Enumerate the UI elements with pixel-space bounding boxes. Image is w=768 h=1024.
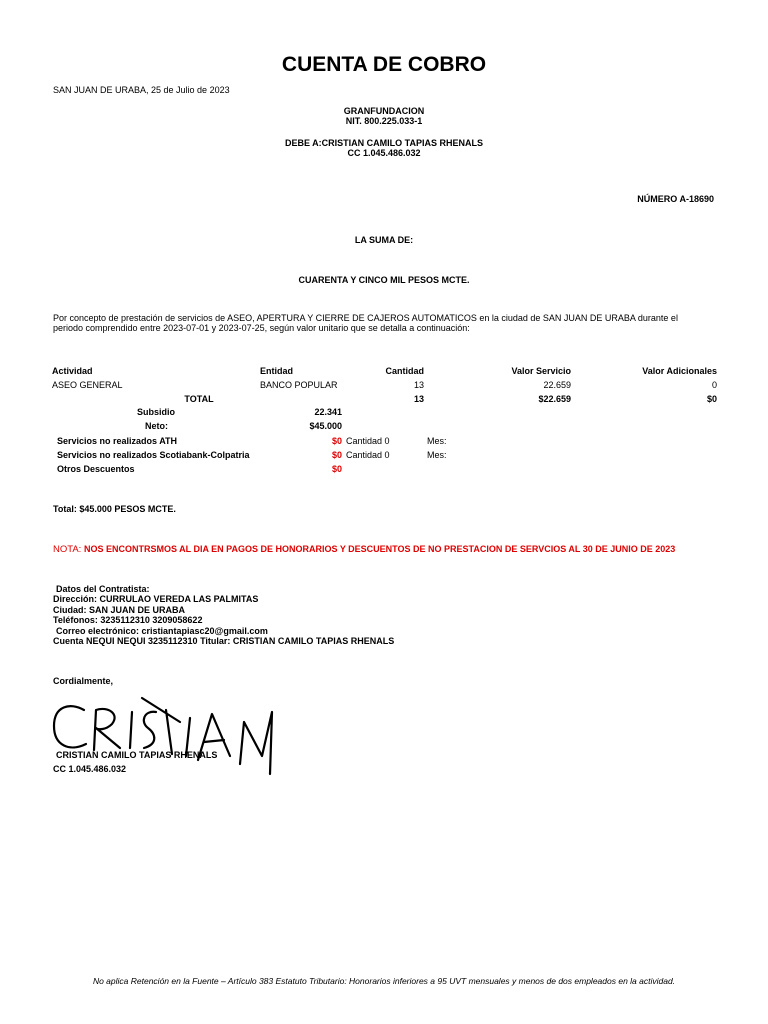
table-row [52, 378, 717, 392]
contratista-correo: Correo electrónico: cristiantapiasc20@gmail.com [56, 626, 268, 636]
subsidio-label: Subsidio [137, 407, 175, 417]
contratista-direccion: Dirección: CURRULAO VEREDA LAS PALMITAS [53, 594, 259, 604]
cell-cantidad: 13 [413, 380, 424, 390]
scotia-mes: Mes: [427, 450, 447, 460]
header-cantidad: Cantidad [385, 366, 424, 376]
scotia-cantidad: Cantidad 0 [346, 450, 390, 460]
total-cantidad: 13 [413, 394, 424, 404]
total-label: TOTAL [184, 394, 214, 404]
concept-line-2: periodo comprendido entre 2023-07-01 y 2023-07-25, según valor unitario que se detalla a continuación: [53, 323, 470, 333]
ath-cantidad: Cantidad 0 [346, 436, 390, 446]
header-entidad: Entidad [260, 366, 293, 376]
org-nit: NIT. 800.225.033-1 [345, 116, 423, 126]
suma-text: CUARENTA Y CINCO MIL PESOS MCTE. [298, 275, 470, 285]
nota-label: NOTA: [53, 544, 82, 555]
header-valor-servicio: Valor Servicio [511, 366, 571, 376]
signer-cc: CC 1.045.486.032 [53, 764, 127, 774]
contratista-heading: Datos del Contratista: [56, 584, 150, 594]
cell-entidad: BANCO POPULAR [260, 380, 338, 390]
neto-value: $45.000 [309, 421, 342, 431]
contratista-telefonos: Teléfonos: 3235112310 3209058622 [53, 615, 203, 625]
suma-label: LA SUMA DE: [354, 235, 414, 245]
cell-actividad: ASEO GENERAL [52, 380, 123, 390]
subsidio-value: 22.341 [314, 407, 342, 417]
org-name: GRANFUNDACION [343, 106, 425, 116]
neto-label: Neto: [145, 421, 168, 431]
cordialmente: Cordialmente, [53, 676, 114, 686]
otros-value: $0 [331, 464, 342, 474]
legal-footer: No aplica Retención en la Fuente – Artículo 383 Estatuto Tributario: Honorarios inferiores a 95 UVT mensuales y menos de dos empleados en la actividad. [92, 976, 676, 986]
scotia-value: $0 [331, 450, 342, 460]
scotia-label: Servicios no realizados Scotiabank-Colpatria [57, 450, 250, 460]
ath-value: $0 [331, 436, 342, 446]
nota-text: NOS ENCONTRSMOS AL DIA EN PAGOS DE HONORARIOS Y DESCUENTOS DE NO PRESTACION DE SERVCIOS AL 30 DE JUNIO DE 2023 [83, 544, 676, 554]
table-header-row [52, 364, 717, 378]
contratista-cuenta: Cuenta NEQUI NEQUI 3235112310 Titular: CRISTIAN CAMILO TAPIAS RHENALS [53, 636, 395, 646]
contratista-ciudad: Ciudad: SAN JUAN DE URABA [53, 605, 186, 615]
activities-table [52, 364, 717, 406]
document-number: NÚMERO A-18690 [637, 194, 714, 204]
debtor-line: DEBE A:CRISTIAN CAMILO TAPIAS RHENALS [285, 138, 483, 148]
header-valor-adicionales: Valor Adicionales [642, 366, 717, 376]
cell-valor-adicionales: 0 [711, 380, 717, 390]
total-valor-adicionales: $0 [706, 394, 717, 404]
total-valor-servicio: $22.659 [538, 394, 571, 404]
table-total-row [52, 392, 717, 406]
total-text: Total: $45.000 PESOS MCTE. [53, 504, 176, 514]
ath-mes: Mes: [427, 436, 447, 446]
nota-line [53, 544, 675, 555]
cell-valor-servicio: 22.659 [543, 380, 571, 390]
ath-label: Servicios no realizados ATH [57, 436, 178, 446]
place-date: SAN JUAN DE URABA, 25 de Julio de 2023 [53, 85, 230, 95]
otros-label: Otros Descuentos [57, 464, 135, 474]
signer-name: CRISTIAN CAMILO TAPIAS RHENALS [56, 750, 218, 760]
header-actividad: Actividad [52, 366, 93, 376]
concept-line-1: Por concepto de prestación de servicios de ASEO, APERTURA Y CIERRE DE CAJEROS AUTOMATICOS en la ciudad de SAN JUAN DE URABA durante el [53, 313, 678, 323]
document-title: CUENTA DE COBRO [281, 53, 487, 76]
debtor-cc: CC 1.045.486.032 [347, 148, 421, 158]
